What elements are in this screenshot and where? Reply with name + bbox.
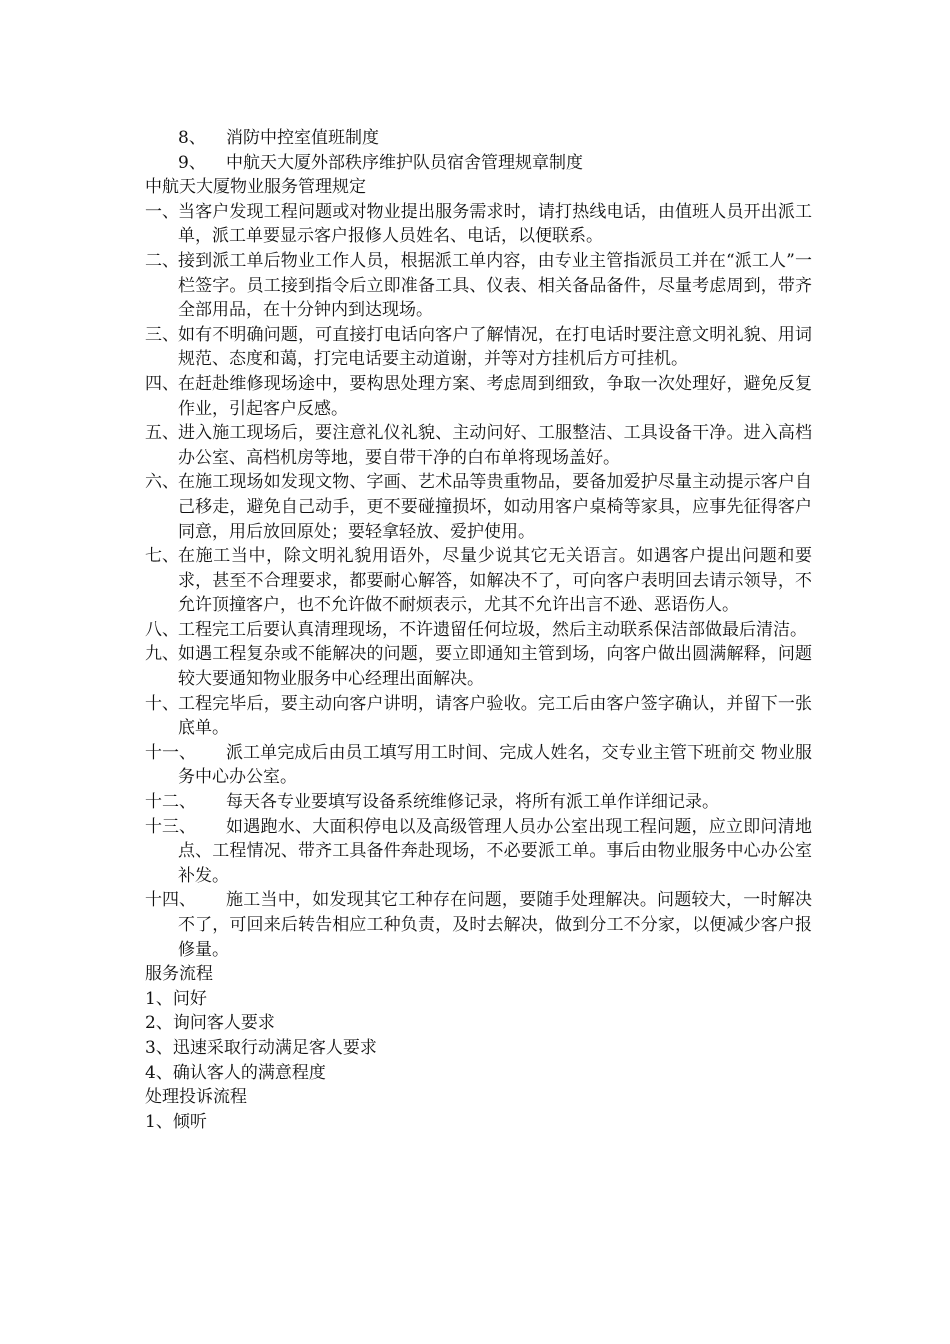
- rule-item: [0, 544, 812, 618]
- rule-item: [0, 200, 812, 249]
- rule-number: 九、: [145, 644, 179, 665]
- rule-number: 十四、: [145, 890, 196, 911]
- rule-item: [0, 421, 812, 470]
- toc-item: [0, 126, 950, 151]
- rule-item: [0, 323, 812, 372]
- rule-text: 当客户发现工程问题或对物业提出服务需求时，请打热线电话，由值班人员开出派工单，派工单要显示客户报修人员姓名、电话，以便联系。: [178, 201, 812, 247]
- toc-item-number: 9、: [178, 152, 206, 173]
- rule-item: [0, 372, 812, 421]
- rule-text: 如有不明确问题，可直接打电话向客户了解情况，在打电话时要注意文明礼貌、用词规范、态度和蔼，打完电话要主动道谢，并等对方挂机后方可挂机。: [178, 324, 812, 370]
- rule-item: [0, 790, 812, 815]
- rule-number: 八、: [145, 619, 179, 640]
- rule-number: 一、: [145, 201, 179, 222]
- rule-number: 十一、: [145, 742, 196, 763]
- rule-text: 如遇跑水、大面积停电以及高级管理人员办公室出现工程问题，应立即问清地点、工程情况、带齐工具备件奔赴现场，不必要派工单。事后由物业服务中心办公室补发。: [178, 816, 812, 886]
- rule-text: 工程完工后要认真清理现场，不许遗留任何垃圾，然后主动联系保洁部做最后清洁。: [178, 619, 807, 640]
- rule-text: 接到派工单后物业工作人员，根据派工单内容，由专业主管指派员工并在“派工人”一栏签字。员工接到指令后立即准备工具、仪表、相关备品备件，尽量考虑周到，带齐全部用品，在十分钟内到达现场。: [178, 250, 812, 321]
- rule-text: 在施工当中，除文明礼貌用语外，尽量少说其它无关语言。如遇客户提出问题和要求，甚至不合理要求，都要耐心解答，如解决不了，可向客户表明回去请示领导，不允许顶撞客户，也不允许做不耐烦表示，尤其不允许出言不逊、恶语伤人。: [178, 546, 812, 616]
- rule-number: 二、: [145, 250, 179, 271]
- service-flow-title: 服务流程: [145, 964, 213, 985]
- rule-item: [0, 815, 812, 889]
- toc-item-text: 消防中控室值班制度: [226, 128, 379, 148]
- complaint-flow-title: 处理投诉流程: [145, 1087, 247, 1108]
- rule-number: 十三、: [145, 816, 196, 837]
- service-flow-step: 3、迅速采取行动满足客人要求: [145, 1037, 377, 1058]
- rule-text: 派工单完成后由员工填写用工时间、完成人姓名，交专业主管下班前交 物业服务中心办公室。: [178, 742, 812, 788]
- rule-number: 四、: [145, 373, 179, 394]
- document-body: [0, 126, 950, 1134]
- service-flow-step: 1、问好: [145, 988, 207, 1009]
- rule-text: 在赶赴维修现场途中，要构思处理方案、考虑周到细致，争取一次处理好，避免反复作业，引起客户反感。: [178, 373, 812, 419]
- rule-text: 每天各专业要填写设备系统维修记录，将所有派工单作详细记录。: [226, 792, 719, 813]
- rule-number: 三、: [145, 324, 179, 345]
- rule-number: 六、: [145, 472, 179, 493]
- service-flow-step: 4、确认客人的满意程度: [145, 1062, 326, 1083]
- rule-item: [0, 741, 812, 790]
- rule-number: 七、: [145, 546, 179, 567]
- toc-item-number: 8、: [178, 128, 206, 148]
- rule-item: [0, 249, 812, 323]
- rule-item: [0, 692, 812, 741]
- rule-number: 十、: [145, 693, 179, 714]
- rule-item: [0, 618, 812, 643]
- section-title: 中航天大厦物业服务管理规定: [145, 177, 366, 198]
- rule-number: 五、: [145, 423, 179, 444]
- rule-text: 在施工现场如发现文物、字画、艺术品等贵重物品，要备加爱护尽量主动提示客户自己移走，避免自己动手，更不要碰撞损坏，如动用客户桌椅等家具，应事先征得客户同意，用后放回原处；要轻拿轻放、爱护使用。: [178, 472, 812, 542]
- rule-text: 施工当中，如发现其它工种存在问题，要随手处理解决。问题较大，一时解决不了，可回来后转告相应工种负责，及时去解决，做到分工不分家，以便减少客户报修量。: [178, 890, 812, 960]
- rule-text: 如遇工程复杂或不能解决的问题，要立即通知主管到场，向客户做出圆满解释，问题较大要通知物业服务中心经理出面解决。: [178, 644, 812, 690]
- service-flow-step: 2、询问客人要求: [145, 1013, 275, 1034]
- rule-number: 十二、: [145, 792, 196, 813]
- rule-text: 进入施工现场后，要注意礼仪礼貌、主动问好、工服整洁、工具设备干净。进入高档办公室、高档机房等地，要自带干净的白布单将现场盖好。: [178, 423, 812, 468]
- rule-item: [0, 888, 812, 962]
- toc-item: [0, 151, 950, 176]
- complaint-flow-step: 1、倾听: [145, 1111, 207, 1132]
- rule-item: [0, 642, 812, 691]
- rule-text: 工程完毕后，要主动向客户讲明，请客户验收。完工后由客户签字确认，并留下一张底单。: [178, 693, 812, 739]
- rule-item: [0, 470, 812, 544]
- toc-item-text: 中航天大厦外部秩序维护队员宿舍管理规章制度: [226, 152, 583, 173]
